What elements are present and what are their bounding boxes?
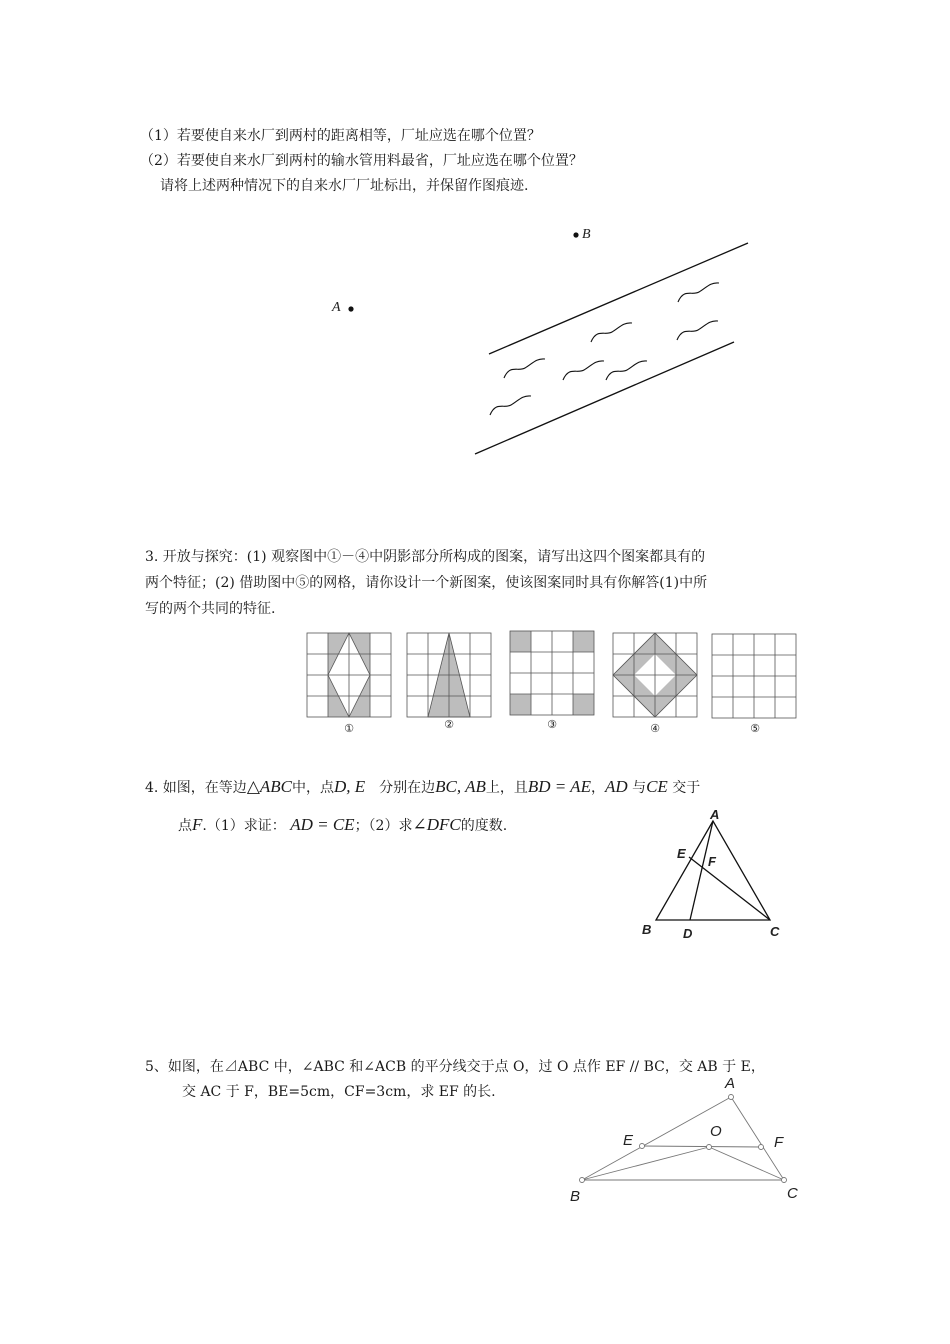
- label-a: A: [332, 300, 341, 315]
- label-b-q5: B: [570, 1188, 581, 1205]
- q5-line1: 5、如图，在⊿ABC 中，∠ABC 和∠ACB 的平分线交于点 O，过 O 点作 EF // BC，交 AB 于 E，: [145, 1059, 765, 1075]
- q2-sub2: （2）若要使自来水厂到两村的输水管用料最省，厂址应选在哪个位置？: [140, 153, 583, 169]
- label-o-q5: O: [710, 1123, 722, 1140]
- label-d-q4: D: [683, 926, 693, 941]
- label-f-q5: F: [774, 1134, 784, 1151]
- label-a-q5: A: [725, 1075, 736, 1092]
- label-f-q4: F: [708, 854, 716, 869]
- label-c-q4: C: [770, 924, 780, 939]
- q4-line2: 点F.（1）求证： AD = CE；（2）求∠DFC的度数.: [178, 815, 508, 834]
- q3-line2: 两个特征；(2) 借助图中⑤的网格，请你设计一个新图案，使该图案同时具有你解答(1)中所: [145, 575, 708, 591]
- label-e-q5: E: [623, 1132, 634, 1149]
- q2-instruction: 请将上述两种情况下的自来水厂厂址标出，并保留作图痕迹.: [160, 178, 529, 194]
- label-a-q4: A: [710, 807, 720, 822]
- q2-sub1: （1）若要使自来水厂到两村的距离相等，厂址应选在哪个位置？: [140, 128, 541, 144]
- label-c-q5: C: [787, 1185, 798, 1202]
- q4-line1: 4. 如图，在等边△ABC中，点D, E 分别在边BC, AB上，且BD = AE，AD 与CE 交于: [145, 777, 701, 796]
- caption-1: ①: [344, 722, 354, 735]
- q3-line1: 3. 开放与探究：(1) 观察图中①－④中阴影部分所构成的图案，请写出这四个图案都具有的: [145, 549, 706, 565]
- label-e-q4: E: [677, 846, 686, 861]
- triangle-abc: △ABC: [246, 777, 292, 796]
- caption-4: ④: [650, 722, 660, 735]
- caption-5: ⑤: [750, 722, 760, 735]
- label-b-q4: B: [642, 922, 652, 937]
- caption-2: ②: [444, 718, 454, 731]
- caption-3: ③: [547, 718, 557, 731]
- q3-line3: 写的两个共同的特征.: [145, 601, 276, 617]
- q5-line2: 交 AC 于 F，BE=5cm，CF=3cm，求 EF 的长.: [182, 1084, 496, 1100]
- label-b: B: [582, 227, 591, 242]
